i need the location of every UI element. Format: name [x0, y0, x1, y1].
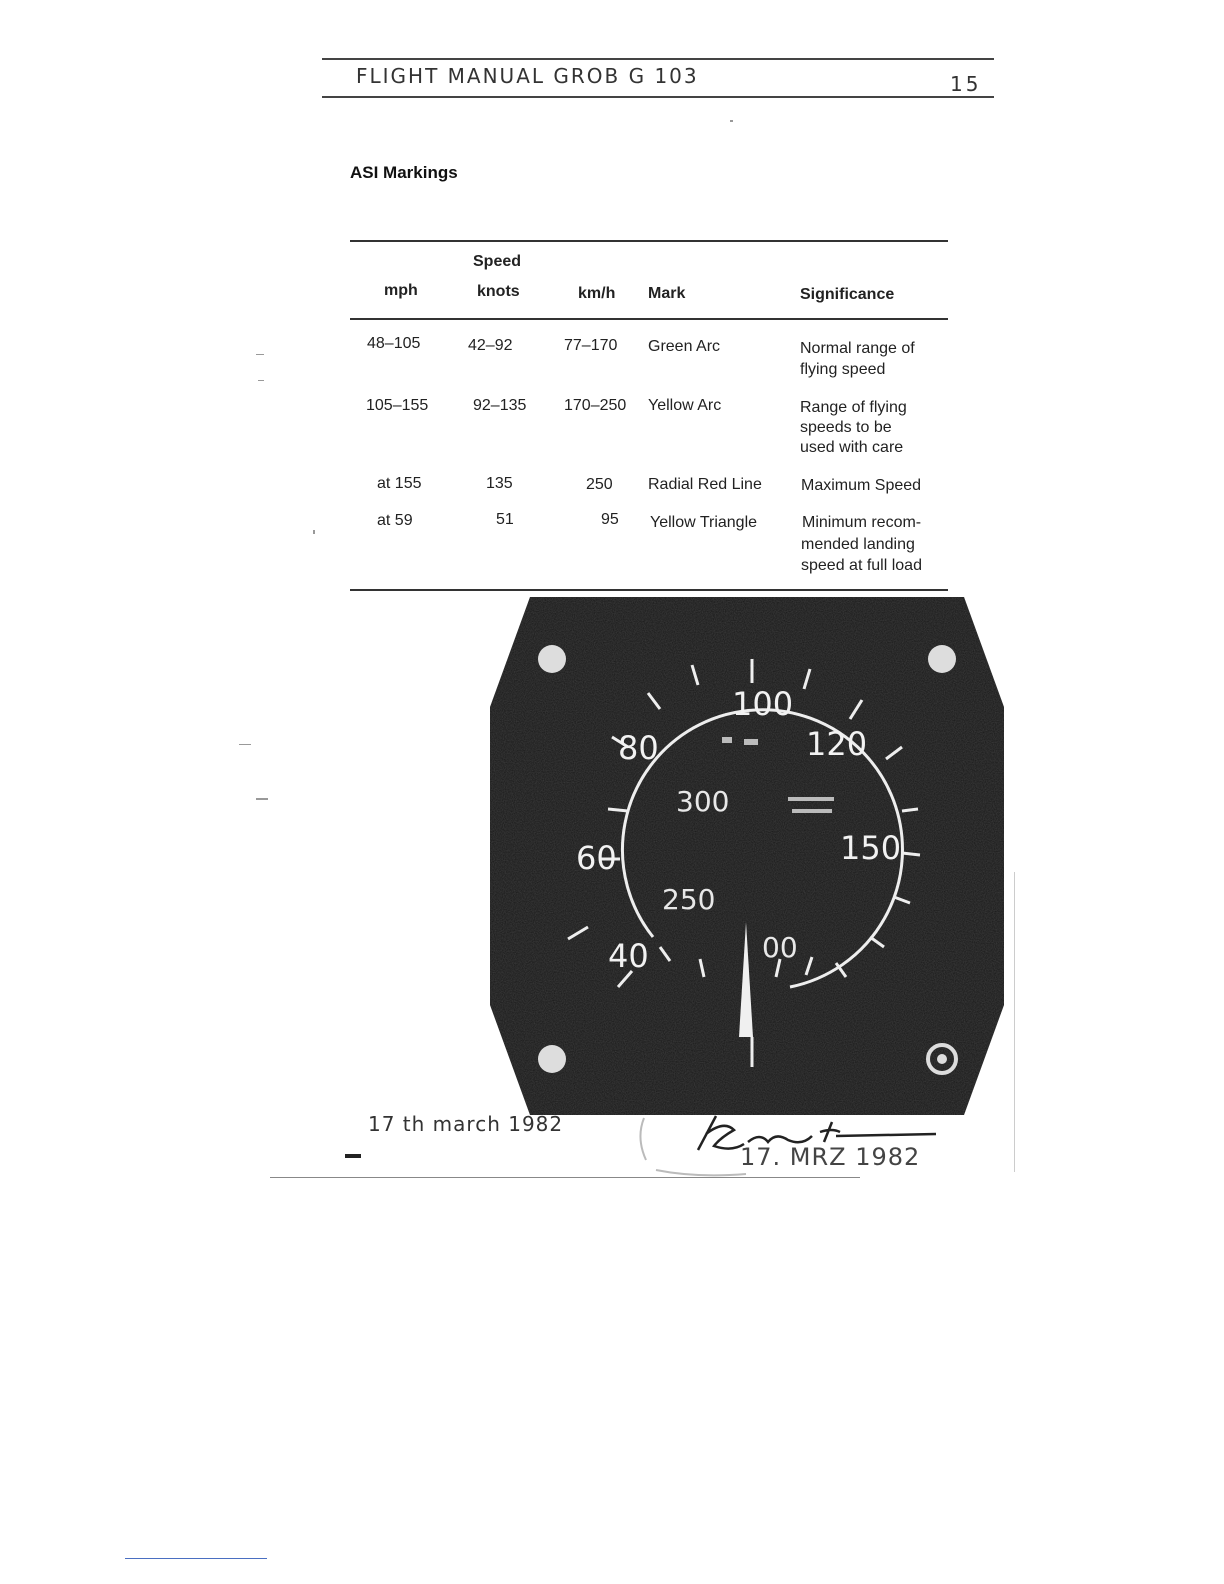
row-2-knots: 92–135 — [473, 397, 527, 414]
gauge-label-40: 40 — [608, 937, 649, 975]
gauge-label-120: 120 — [806, 725, 868, 763]
stamp-outline — [640, 1118, 646, 1160]
gauge-label-100: 100 — [732, 685, 794, 723]
row-2-mark: Yellow Arc — [648, 397, 722, 414]
table-rule-bottom — [350, 589, 948, 591]
header-mph: mph — [384, 282, 418, 299]
row-2-kmh: 170–250 — [564, 397, 627, 414]
airspeed-indicator-photo — [490, 597, 1004, 1115]
signature-stroke — [698, 1116, 744, 1150]
row-4-significance-line-3: speed at full load — [801, 557, 922, 574]
header-group-speed: Speed — [473, 253, 522, 270]
row-1-mph: 48–105 — [367, 335, 421, 352]
scan-speck — [313, 530, 315, 534]
row-3-knots: 135 — [486, 475, 513, 492]
row-3-kmh: 250 — [586, 476, 613, 493]
header-knots: knots — [477, 283, 520, 300]
gauge-label-300: 300 — [676, 785, 730, 818]
row-1-significance-line-2: flying speed — [800, 361, 886, 378]
gauge-label-150: 150 — [840, 829, 902, 867]
row-1-knots: 42–92 — [468, 337, 513, 354]
gauge-label-250: 250 — [662, 883, 716, 916]
scan-speck — [239, 744, 251, 745]
header-rule-top — [322, 58, 994, 60]
row-3-significance-line-1: Maximum Speed — [801, 477, 922, 494]
scan-speck — [730, 120, 733, 122]
scan-edge — [1014, 872, 1015, 1172]
bottom-rule — [125, 1558, 267, 1559]
row-3-mark: Radial Red Line — [648, 476, 762, 493]
table-rule-header — [350, 318, 948, 320]
scan-speck — [256, 798, 268, 800]
gauge-label-80: 80 — [618, 729, 659, 767]
row-2-mph: 105–155 — [366, 397, 429, 414]
header-mark: Mark — [648, 285, 686, 302]
mounting-screw-icon — [538, 645, 566, 673]
table-rule-top — [350, 240, 948, 242]
revision-date: 17 th march 1982 — [368, 1112, 564, 1136]
airspeed-indicator-graphic — [490, 597, 1004, 1115]
row-4-knots: 51 — [496, 511, 514, 528]
mounting-screw-icon — [928, 645, 956, 673]
row-4-mark: Yellow Triangle — [650, 514, 758, 531]
section-heading: ASI Markings — [350, 163, 458, 182]
footer-mark — [345, 1154, 361, 1158]
gauge-label-60: 60 — [576, 839, 617, 877]
header-rule-bottom — [322, 96, 994, 98]
row-2-significance-line-1: Range of flying — [800, 399, 907, 416]
row-4-significance-line-2: mended landing — [801, 536, 915, 553]
manual-title: FLIGHT MANUAL GROB G 103 — [356, 64, 699, 88]
footer-rule — [270, 1177, 860, 1178]
header-significance: Significance — [800, 286, 895, 303]
row-1-mark: Green Arc — [648, 338, 721, 355]
row-3-mph: at 155 — [377, 475, 422, 492]
scan-speck — [258, 380, 264, 381]
row-1-kmh: 77–170 — [564, 337, 618, 354]
page-number: 15 — [950, 72, 982, 96]
row-2-significance-line-3: used with care — [800, 439, 904, 456]
mounting-screw-icon — [538, 1045, 566, 1073]
header-kmh: km/h — [578, 285, 616, 302]
row-2-significance-line-2: speeds to be — [800, 419, 892, 436]
row-4-significance-line-1: Minimum recom- — [802, 514, 922, 531]
approval-stamp-date: 17. MRZ 1982 — [740, 1143, 921, 1171]
gauge-label-00: 00 — [762, 931, 798, 964]
row-1-significance-line-1: Normal range of — [800, 340, 915, 357]
row-4-mph: at 59 — [377, 512, 413, 529]
row-4-kmh: 95 — [601, 511, 619, 528]
scan-speck — [256, 354, 264, 355]
